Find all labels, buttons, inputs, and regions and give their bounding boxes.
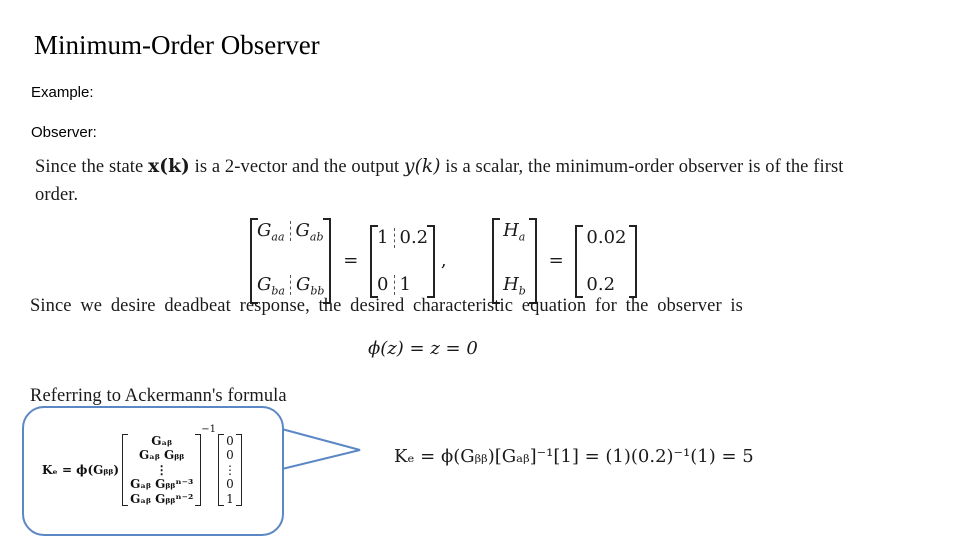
ackermann-observability-matrix: Gₐᵦ Gₐᵦ Gᵦᵦ ⋮ Gₐᵦ Gᵦᵦⁿ⁻³ Gₐᵦ Gᵦᵦⁿ⁻² <box>122 434 201 507</box>
para1-x-symbol: x(k) <box>148 156 190 177</box>
ackermann-unit-vector: 0 0 ⋮ 0 1 <box>218 434 242 507</box>
para1-y-symbol: y(k) <box>404 156 441 177</box>
lhs-partitioned-matrix: $G_{aa}$ $G_{ab}$ $G_{ba}$ $G_{bb}$ <box>250 218 331 304</box>
h-label-matrix: $H_a$ $H_b$ <box>492 218 537 304</box>
ackermann-lhs: Kₑ = ϕ(Gᵦᵦ) <box>42 463 120 477</box>
equals-sign: = <box>343 250 359 272</box>
observer-label: Observer: <box>31 124 97 141</box>
comma: , <box>440 250 447 272</box>
ke-result-equation: Kₑ = ϕ(Gᵦᵦ)[Gₐᵦ]⁻¹[1] = (1)(0.2)⁻¹(1) = 5 <box>394 446 754 467</box>
h-value-matrix: 0.02 0.2 <box>575 225 637 298</box>
inverse-exponent: −1 <box>201 424 216 435</box>
para1-text-c: is a scalar, the minimum-order observer is of the first <box>440 157 844 177</box>
paragraph-order: order. <box>35 185 79 205</box>
para1-text-b: is a 2-vector and the output <box>189 157 405 177</box>
g-value-matrix: 1 0.2 0 1 <box>370 225 435 298</box>
paragraph-ackermann: Referring to Ackermann's formula <box>30 386 287 406</box>
slide-title: Minimum-Order Observer <box>34 30 320 60</box>
ackermann-general-formula <box>42 418 274 522</box>
example-label: Example: <box>31 84 94 101</box>
equals-sign-2: = <box>548 250 564 272</box>
paragraph-deadbeat: Since we desire deadbeat response, the desired characteristic equation for the observer is <box>30 296 743 316</box>
para1-text-a: Since the state <box>35 157 149 177</box>
characteristic-equation: ϕ(z) = z = 0 <box>368 338 478 359</box>
